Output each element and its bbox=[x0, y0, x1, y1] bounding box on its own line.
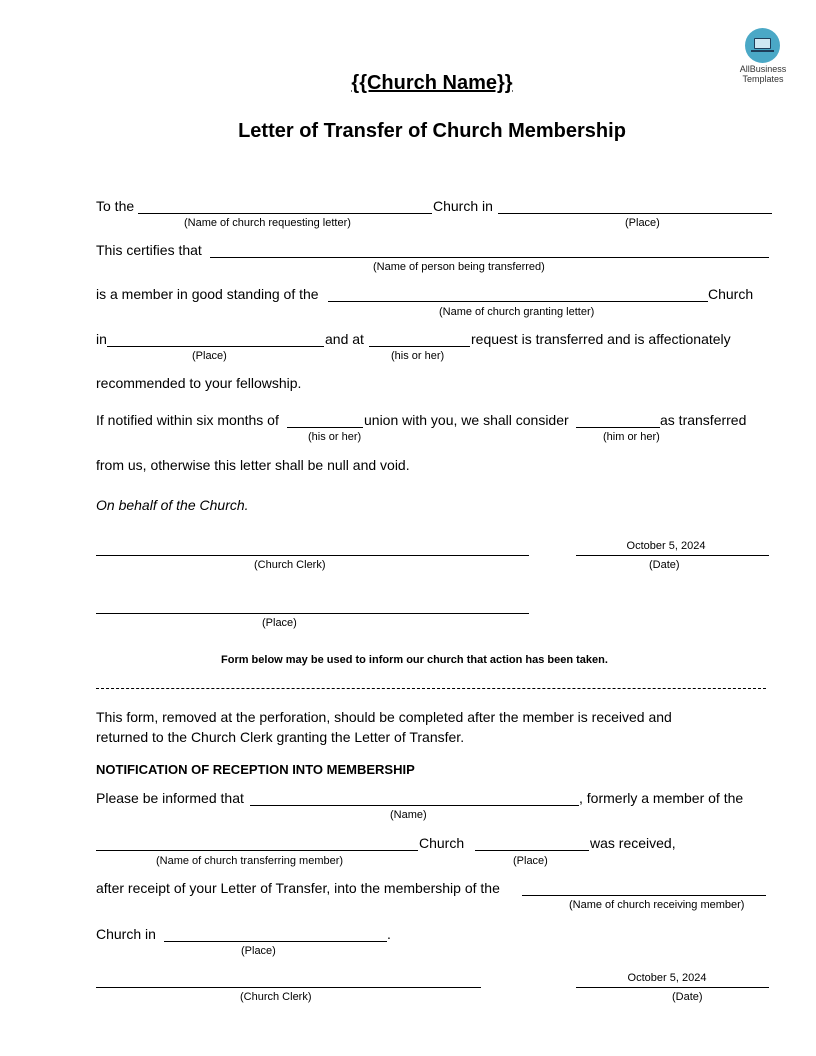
to-the-text: To the bbox=[96, 198, 135, 214]
recommended-text: recommended to your fellowship. bbox=[96, 375, 302, 391]
transferring-church-field[interactable] bbox=[96, 850, 418, 851]
place-field-3[interactable] bbox=[96, 613, 529, 614]
caption-place-2: (Place) bbox=[192, 350, 227, 362]
caption-person: (Name of person being transferred) bbox=[373, 261, 545, 273]
caption-place-3: (Place) bbox=[262, 617, 297, 629]
formerly-text: , formerly a member of the bbox=[579, 790, 744, 806]
laptop-base bbox=[751, 50, 774, 52]
place-field-4[interactable] bbox=[475, 850, 589, 851]
caption-requesting-church: (Name of church requesting letter) bbox=[184, 217, 351, 229]
church-clerk-signature-field[interactable] bbox=[96, 555, 529, 556]
requesting-church-field[interactable] bbox=[138, 213, 432, 214]
notification-heading: NOTIFICATION OF RECEPTION INTO MEMBERSHIP bbox=[96, 762, 415, 777]
as-transferred-text: as transferred bbox=[660, 412, 747, 428]
his-her-field-2[interactable] bbox=[287, 427, 363, 428]
if-notified-text: If notified within six months of bbox=[96, 412, 279, 428]
date-value-2: October 5, 2024 bbox=[627, 972, 707, 984]
caption-receiving-church: (Name of church receiving member) bbox=[569, 899, 745, 911]
date-field-2[interactable] bbox=[576, 987, 769, 988]
date-field-1[interactable] bbox=[576, 555, 769, 556]
caption-name: (Name) bbox=[390, 809, 427, 821]
granting-church-field[interactable] bbox=[328, 301, 708, 302]
caption-date-1: (Date) bbox=[649, 559, 680, 571]
place-field-2[interactable] bbox=[107, 346, 324, 347]
date-value-1: October 5, 2024 bbox=[626, 540, 706, 552]
receiving-church-field[interactable] bbox=[522, 895, 766, 896]
certifies-text: This certifies that bbox=[96, 242, 202, 258]
church-word-2: Church bbox=[419, 835, 465, 851]
caption-place-4: (Place) bbox=[513, 855, 548, 867]
place-field-1[interactable] bbox=[498, 213, 772, 214]
caption-his-her-2: (his or her) bbox=[308, 431, 362, 443]
caption-date-2: (Date) bbox=[672, 991, 703, 1003]
caption-place-1: (Place) bbox=[625, 217, 660, 229]
place-field-5[interactable] bbox=[164, 941, 387, 942]
laptop-icon bbox=[754, 38, 771, 49]
from-us-text: from us, otherwise this letter shall be null and void. bbox=[96, 457, 410, 473]
caption-church-clerk-1: (Church Clerk) bbox=[254, 559, 326, 571]
caption-granting-church: (Name of church granting letter) bbox=[439, 306, 595, 318]
church-word-1: Church bbox=[708, 286, 754, 302]
in-text: in bbox=[96, 331, 107, 347]
church-name-heading: {{Church Name}} bbox=[351, 72, 513, 94]
please-informed-text: Please be informed that bbox=[96, 790, 244, 806]
church-in-text-2: Church in bbox=[96, 926, 156, 942]
church-clerk-signature-field-2[interactable] bbox=[96, 987, 481, 988]
instruction-line-2: returned to the Church Clerk granting the Letter of Transfer. bbox=[96, 729, 465, 745]
on-behalf-text: On behalf of the Church. bbox=[96, 497, 249, 513]
logo-line2: Templates bbox=[742, 74, 784, 84]
caption-his-her-1: (his or her) bbox=[391, 350, 445, 362]
request-text: request is transferred and is affectionately bbox=[471, 331, 731, 347]
and-at-text: and at bbox=[325, 331, 364, 347]
page-title: Letter of Transfer of Church Membership bbox=[238, 120, 626, 142]
instruction-line-1: This form, removed at the perforation, should be completed after the member is received and bbox=[96, 709, 672, 725]
union-text: union with you, we shall consider bbox=[364, 412, 569, 428]
perforation-line bbox=[96, 688, 766, 689]
after-receipt-text: after receipt of your Letter of Transfer, into the membership of the bbox=[96, 880, 500, 896]
his-her-field-1[interactable] bbox=[369, 346, 470, 347]
member-good-text: is a member in good standing of the bbox=[96, 286, 319, 302]
period-text: . bbox=[387, 926, 391, 942]
allbusiness-logo bbox=[745, 28, 780, 63]
him-her-field[interactable] bbox=[576, 427, 660, 428]
person-name-field[interactable] bbox=[210, 257, 769, 258]
form-below-note: Form below may be used to inform our church that action has been taken. bbox=[221, 654, 608, 666]
logo-line1: AllBusiness bbox=[739, 64, 787, 74]
member-name-field[interactable] bbox=[250, 805, 579, 806]
was-received-text: was received, bbox=[590, 835, 676, 851]
caption-him-her: (him or her) bbox=[603, 431, 660, 443]
caption-place-5: (Place) bbox=[241, 945, 276, 957]
church-in-text: Church in bbox=[433, 198, 493, 214]
caption-church-clerk-2: (Church Clerk) bbox=[240, 991, 312, 1003]
caption-transferring-church: (Name of church transferring member) bbox=[156, 855, 344, 867]
